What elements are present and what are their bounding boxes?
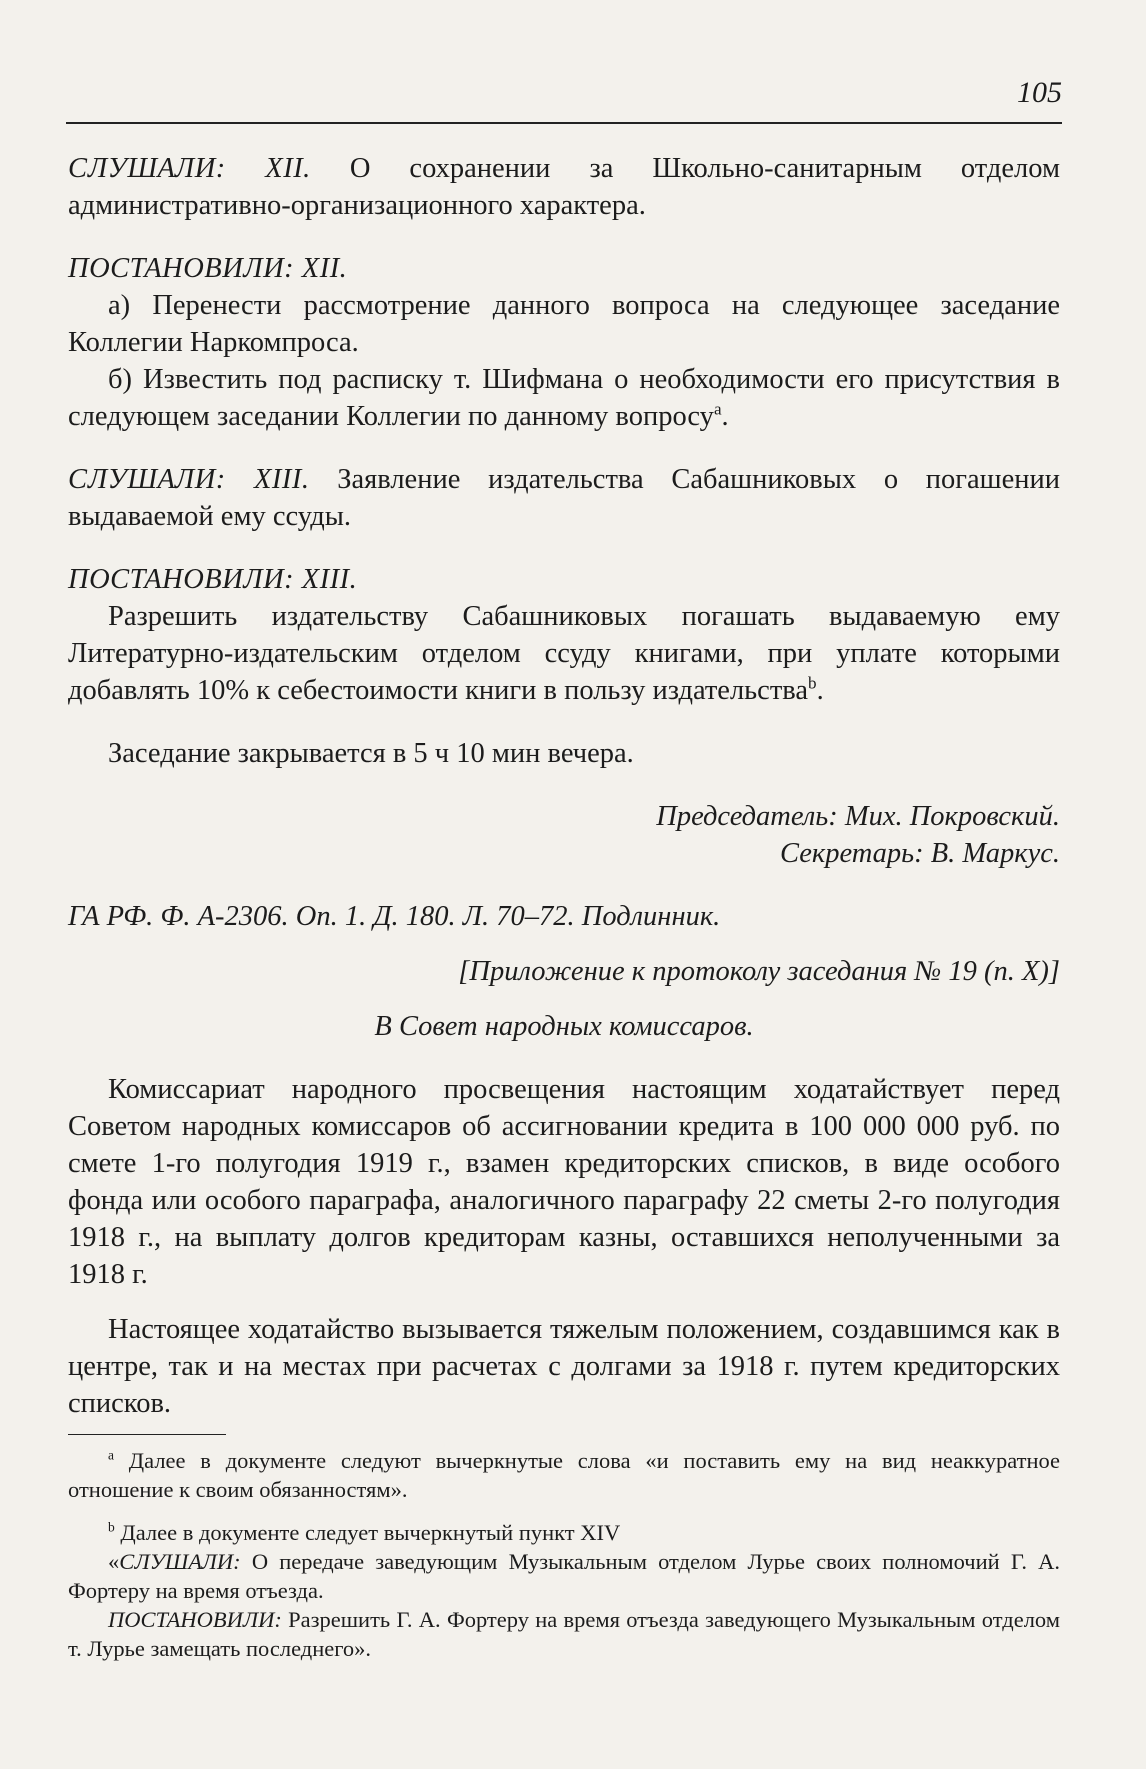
main-text — [68, 150, 1060, 1422]
closing-line: Заседание закрывается в 5 ч 10 мин вечера. — [108, 738, 634, 769]
resolved-xii-label — [68, 250, 1060, 287]
footnote-b-quote-1 — [68, 1547, 1060, 1605]
petition-paragraph-1: Комиссариат народного просвещения настоящим ходатайствует перед Советом народных комиссаров об ассигновании кредита в 100 000 000 руб. по смете 1-го полугодия 1919 г., взамен кредиторских списков, в виде особого фонда или особого параграфа, аналогичного параграфу 22 сметы 2-го полугодия 1918 г., на выплату долгов кредиторам казны, оставшихся неполученными за 1918 г. — [68, 1074, 1060, 1290]
heard-xii — [68, 150, 1060, 224]
footnote-b-resolved-text: Разрешить Г. А. Фортеру на время отъезда заведующего Музыкальным отделом т. Лурье замещать последнего». — [68, 1607, 1060, 1661]
footnote-b-text: Далее в документе следует вычеркнутый пункт XIV — [114, 1520, 621, 1545]
resolved-xii-a: а) Перенести рассмотрение данного вопроса на следующее заседание Коллегии Наркомпроса. — [68, 290, 1060, 358]
secretary-signature: Секретарь: В. Маркус. — [780, 838, 1060, 869]
heard-xiii-text: Заявление издательства Сабашниковых о погашении выдаваемой ему ссуды. — [68, 464, 1060, 532]
archive-reference: ГА РФ. Ф. А-2306. Оп. 1. Д. 180. Л. 70–72. Подлинник. — [68, 901, 721, 932]
heard-xiii-label: СЛУШАЛИ: XIII. — [68, 464, 310, 495]
footnote-ref-b: b — [808, 673, 817, 693]
footnote-a-text: Далее в документе следуют вычеркнутые слова «и поставить ему на вид неаккуратное отношение к своим обязанностям». — [68, 1448, 1060, 1502]
heard-xii-text: О сохранении за Школьно-санитарным отделом административно-организационного характера. — [68, 153, 1060, 221]
resolved-xiii-label — [68, 561, 1060, 598]
resolved-xii-b-text: б) Известить под расписку т. Шифмана о необходимости его присутствия в следующем заседании Коллегии по данному вопросу — [68, 364, 1060, 432]
resolved-xiii-body: Разрешить издательству Сабашниковых погашать выдаваемую ему Литературно-издательским отделом ссуду книгами, при уплате которыми добавлять 10% к себестоимости книги в пользу издательства — [68, 601, 1060, 706]
footnote-b-quote-2 — [68, 1605, 1060, 1663]
chair-signature: Председатель: Мих. Покровский. — [656, 801, 1060, 832]
footnote-b-mark: b — [108, 1519, 115, 1535]
heard-xii-label: СЛУШАЛИ: XII. — [68, 153, 311, 184]
resolved-xii-b: б) Известить под расписку т. Шифмана о необходимости его присутствия в следующем заседании Коллегии по данному вопросу$^a$. — [68, 364, 1060, 432]
footnotes — [68, 1446, 1060, 1663]
footnote-b — [68, 1518, 1060, 1547]
footnote-divider — [68, 1434, 226, 1435]
resolved-xiii-label-text: ПОСТАНОВИЛИ: XIII. — [68, 564, 358, 595]
page-header — [66, 72, 1062, 124]
footnote-b-heard-label: СЛУШАЛИ: — [119, 1549, 241, 1574]
page-number: 105 — [1017, 76, 1062, 109]
footnote-b-heard-text: О передаче заведующим Музыкальным отделом Лурье своих полномочий Г. А. Фортеру на время отъезда. — [68, 1549, 1060, 1603]
heard-xiii — [68, 461, 1060, 535]
footnote-ref-a: a — [713, 399, 722, 419]
footnote-b-resolved-label: ПОСТАНОВИЛИ: — [108, 1607, 282, 1632]
resolved-xii-label-text: ПОСТАНОВИЛИ: XII. — [68, 253, 348, 284]
footnote-a-mark: a — [108, 1447, 114, 1463]
addressee: В Совет народных комиссаров. — [374, 1011, 754, 1042]
petition-paragraph-2: Настоящее ходатайство вызывается тяжелым положением, создавшимся как в центре, так и на местах при расчетах с долгами за 1918 г. путем кредиторских списков. — [68, 1314, 1060, 1419]
quote-open: « — [108, 1549, 120, 1574]
appendix-title: [Приложение к протоколу заседания № 19 (п. X)] — [458, 956, 1060, 987]
resolved-xiii-text: Разрешить издательству Сабашниковых погашать выдаваемую ему Литературно-издательским отделом ссуду книгами, при уплате которыми добавлять 10% к себестоимости книги в пользу издательства$^b$. — [68, 601, 1060, 706]
footnote-a — [68, 1446, 1060, 1504]
